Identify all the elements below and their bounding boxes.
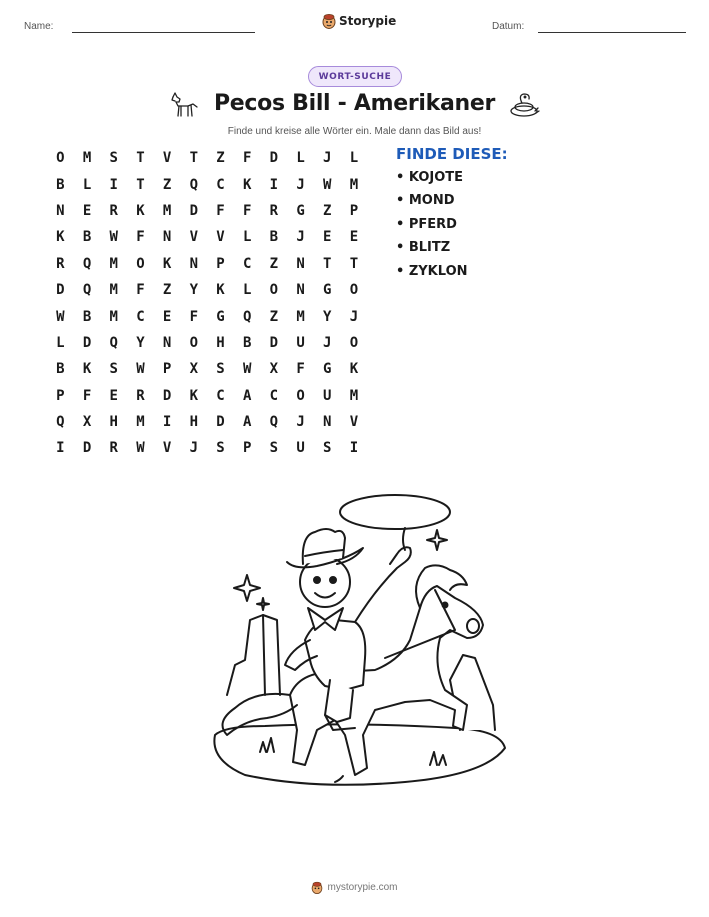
grid-row bbox=[47, 303, 367, 329]
brand-logo bbox=[322, 13, 396, 29]
grid-row bbox=[47, 277, 367, 303]
grid-cell[interactable]: U bbox=[296, 334, 305, 351]
cowboy-on-horse-illustration bbox=[205, 490, 510, 795]
grid-cell[interactable]: K bbox=[82, 361, 92, 378]
grid-cell[interactable]: E bbox=[162, 308, 172, 325]
grid-cell[interactable]: B bbox=[269, 229, 279, 246]
grid-cell[interactable]: C bbox=[269, 387, 279, 404]
grid-cell[interactable]: K bbox=[216, 282, 225, 299]
grid-cell[interactable]: L bbox=[56, 334, 65, 351]
grid-cell[interactable]: S bbox=[216, 440, 225, 457]
grid-cell[interactable]: D bbox=[82, 334, 92, 351]
grid-cell[interactable]: E bbox=[323, 229, 332, 246]
grid-cell[interactable]: C bbox=[216, 387, 225, 404]
grid-cell[interactable]: F bbox=[216, 202, 225, 219]
grid-cell[interactable]: M bbox=[296, 308, 305, 325]
grid-cell[interactable]: N bbox=[189, 255, 198, 272]
grid-cell[interactable]: H bbox=[216, 334, 225, 351]
grid-cell[interactable]: F bbox=[82, 387, 92, 404]
grid-cell[interactable]: Z bbox=[162, 282, 172, 299]
grid-cell[interactable]: Z bbox=[269, 308, 279, 325]
footer-url[interactable]: mystorypie.com bbox=[327, 882, 398, 893]
grid-cell[interactable]: X bbox=[269, 361, 279, 378]
grid-cell[interactable]: E bbox=[82, 202, 92, 219]
grid-cell[interactable]: R bbox=[109, 202, 118, 219]
grid-cell[interactable]: M bbox=[109, 282, 118, 299]
grid-row bbox=[47, 224, 367, 250]
grid-row bbox=[47, 145, 367, 171]
grid-cell[interactable]: Q bbox=[56, 414, 65, 431]
grid-cell[interactable]: O bbox=[56, 150, 65, 167]
grid-cell[interactable]: F bbox=[242, 202, 252, 219]
grid-cell[interactable]: H bbox=[189, 414, 198, 431]
grid-cell[interactable]: N bbox=[56, 202, 65, 219]
grid-cell[interactable]: K bbox=[349, 361, 359, 378]
grid-cell[interactable]: K bbox=[136, 202, 145, 219]
grid-cell[interactable]: N bbox=[296, 255, 305, 272]
grid-cell[interactable]: P bbox=[349, 202, 359, 219]
grid-cell[interactable]: N bbox=[162, 229, 172, 246]
grid-cell[interactable]: Z bbox=[162, 176, 172, 193]
grid-cell[interactable]: C bbox=[242, 255, 252, 272]
grid-cell[interactable]: D bbox=[189, 202, 198, 219]
grid-cell[interactable]: W bbox=[242, 361, 252, 378]
grid-cell[interactable]: Z bbox=[269, 255, 279, 272]
date-label: Datum: bbox=[492, 21, 525, 32]
grid-cell[interactable]: K bbox=[162, 255, 172, 272]
grid-row bbox=[47, 198, 367, 224]
grid-cell[interactable]: Q bbox=[269, 414, 279, 431]
grid-cell[interactable]: D bbox=[82, 440, 92, 457]
word-list-title: FINDE DIESE: bbox=[396, 145, 508, 163]
word-item: • PFERD bbox=[396, 216, 457, 232]
grid-cell[interactable]: K bbox=[189, 387, 198, 404]
grid-cell[interactable]: F bbox=[242, 150, 252, 167]
grid-cell[interactable]: O bbox=[349, 334, 359, 351]
grid-cell[interactable]: D bbox=[216, 414, 225, 431]
grid-cell[interactable]: Q bbox=[82, 282, 92, 299]
word-item: • KOJOTE bbox=[396, 170, 464, 185]
grid-cell[interactable]: V bbox=[189, 229, 198, 246]
grid-cell[interactable]: F bbox=[136, 282, 145, 299]
grid-cell[interactable]: V bbox=[349, 414, 359, 431]
grid-cell[interactable]: S bbox=[109, 361, 118, 378]
grid-cell[interactable]: F bbox=[189, 308, 198, 325]
rattlesnake-icon bbox=[508, 91, 540, 119]
grid-cell[interactable]: L bbox=[296, 150, 305, 167]
grid-row bbox=[47, 409, 367, 435]
grid-cell[interactable]: L bbox=[349, 150, 359, 167]
word-list bbox=[396, 170, 468, 287]
grid-cell[interactable]: B bbox=[242, 334, 252, 351]
grid-cell[interactable]: D bbox=[162, 387, 172, 404]
grid-cell[interactable]: J bbox=[349, 308, 359, 325]
grid-cell[interactable]: S bbox=[323, 440, 332, 457]
grid-cell[interactable]: J bbox=[296, 229, 305, 246]
grid-cell[interactable]: F bbox=[296, 361, 305, 378]
grid-cell[interactable]: S bbox=[216, 361, 225, 378]
grid-cell[interactable]: M bbox=[349, 176, 359, 193]
grid-cell[interactable]: D bbox=[269, 150, 279, 167]
grid-cell[interactable]: G bbox=[323, 282, 332, 299]
grid-cell[interactable]: M bbox=[349, 387, 359, 404]
grid-cell[interactable]: G bbox=[296, 202, 305, 219]
grid-row bbox=[47, 251, 367, 277]
grid-cell[interactable]: N bbox=[323, 414, 332, 431]
grid-cell[interactable]: P bbox=[242, 440, 252, 457]
grid-cell[interactable]: W bbox=[323, 176, 332, 193]
grid-cell[interactable]: T bbox=[323, 255, 332, 272]
grid-cell[interactable]: E bbox=[109, 387, 118, 404]
grid-cell[interactable]: H bbox=[109, 414, 118, 431]
grid-row bbox=[47, 330, 367, 356]
name-line[interactable] bbox=[72, 32, 255, 33]
grid-cell[interactable]: J bbox=[296, 176, 305, 193]
footer bbox=[0, 881, 709, 894]
grid-cell[interactable]: V bbox=[162, 150, 172, 167]
grid-cell[interactable]: Z bbox=[323, 202, 332, 219]
grid-cell[interactable]: I bbox=[162, 414, 172, 431]
grid-cell[interactable]: R bbox=[136, 387, 145, 404]
grid-cell[interactable]: L bbox=[242, 282, 252, 299]
worksheet-type-badge: WORT-SUCHE bbox=[308, 66, 402, 87]
grid-cell[interactable]: I bbox=[109, 176, 118, 193]
grid-cell[interactable]: N bbox=[162, 334, 172, 351]
grid-cell[interactable]: R bbox=[269, 202, 279, 219]
grid-cell[interactable]: Y bbox=[136, 334, 145, 351]
grid-cell[interactable]: M bbox=[162, 202, 172, 219]
grid-cell[interactable]: Z bbox=[216, 150, 225, 167]
grid-cell[interactable]: T bbox=[189, 150, 198, 167]
grid-cell[interactable]: B bbox=[56, 361, 65, 378]
instructions: Finde und kreise alle Wörter ein. Male dann das Bild aus! bbox=[227, 126, 482, 137]
name-label: Name: bbox=[24, 21, 54, 32]
grid-cell[interactable]: B bbox=[82, 308, 92, 325]
grid-cell[interactable]: Q bbox=[109, 334, 118, 351]
grid-cell[interactable]: P bbox=[56, 387, 65, 404]
grid-cell[interactable]: O bbox=[189, 334, 198, 351]
grid-cell[interactable]: Q bbox=[242, 308, 252, 325]
word-item: • ZYKLON bbox=[396, 263, 468, 279]
grid-cell[interactable]: A bbox=[242, 414, 252, 431]
grid-cell[interactable]: C bbox=[216, 176, 225, 193]
grid-row bbox=[47, 383, 367, 409]
grid-cell[interactable]: X bbox=[82, 414, 92, 431]
grid-cell[interactable]: B bbox=[82, 229, 92, 246]
grid-cell[interactable]: M bbox=[136, 414, 145, 431]
grid-cell[interactable]: M bbox=[82, 150, 92, 167]
grid-cell[interactable]: T bbox=[349, 255, 359, 272]
grid-cell[interactable]: J bbox=[323, 150, 332, 167]
grid-cell[interactable]: O bbox=[349, 282, 359, 299]
grid-cell[interactable]: R bbox=[56, 255, 65, 272]
grid-cell[interactable]: M bbox=[109, 255, 118, 272]
grid-cell[interactable]: F bbox=[136, 229, 145, 246]
word-item: • BLITZ bbox=[396, 240, 451, 256]
grid-cell[interactable]: B bbox=[56, 176, 65, 193]
grid-cell[interactable]: K bbox=[56, 229, 65, 246]
grid-cell[interactable]: S bbox=[109, 150, 118, 167]
grid-cell[interactable]: T bbox=[136, 150, 145, 167]
grid-cell[interactable]: M bbox=[109, 308, 118, 325]
date-line[interactable] bbox=[538, 32, 686, 33]
grid-cell[interactable]: V bbox=[162, 440, 172, 457]
grid-cell[interactable]: T bbox=[136, 176, 145, 193]
grid-cell[interactable]: N bbox=[296, 282, 305, 299]
grid-cell[interactable]: Y bbox=[189, 282, 198, 299]
word-search-grid[interactable] bbox=[47, 145, 367, 462]
grid-cell[interactable]: V bbox=[216, 229, 225, 246]
grid-row bbox=[47, 171, 367, 197]
grid-cell[interactable]: U bbox=[323, 387, 332, 404]
grid-cell[interactable]: Y bbox=[323, 308, 332, 325]
grid-cell[interactable]: I bbox=[269, 176, 279, 193]
storypie-mascot-icon bbox=[322, 13, 336, 29]
grid-row bbox=[47, 435, 367, 461]
grid-cell[interactable]: J bbox=[296, 414, 305, 431]
grid-cell[interactable]: D bbox=[269, 334, 279, 351]
grid-cell[interactable]: W bbox=[136, 440, 145, 457]
grid-cell[interactable]: K bbox=[242, 176, 252, 193]
storypie-mascot-icon bbox=[311, 881, 323, 894]
grid-cell[interactable]: P bbox=[216, 255, 225, 272]
grid-cell[interactable]: D bbox=[56, 282, 65, 299]
grid-cell[interactable]: X bbox=[189, 361, 198, 378]
grid-cell[interactable]: Q bbox=[82, 255, 92, 272]
page-title: Pecos Bill - Amerikaner bbox=[213, 91, 496, 116]
grid-cell[interactable]: Q bbox=[189, 176, 198, 193]
grid-cell[interactable]: W bbox=[109, 229, 118, 246]
grid-cell[interactable]: G bbox=[323, 361, 332, 378]
grid-cell[interactable]: W bbox=[136, 361, 145, 378]
grid-cell[interactable]: C bbox=[136, 308, 145, 325]
grid-cell[interactable]: O bbox=[296, 387, 305, 404]
grid-cell[interactable]: O bbox=[269, 282, 279, 299]
grid-cell[interactable]: O bbox=[136, 255, 145, 272]
grid-cell[interactable]: A bbox=[242, 387, 252, 404]
grid-cell[interactable]: W bbox=[56, 308, 65, 325]
grid-cell[interactable]: E bbox=[349, 229, 359, 246]
grid-cell[interactable]: I bbox=[349, 440, 359, 457]
grid-cell[interactable]: G bbox=[216, 308, 225, 325]
grid-cell[interactable]: J bbox=[189, 440, 198, 457]
grid-cell[interactable]: P bbox=[162, 361, 172, 378]
grid-cell[interactable]: I bbox=[56, 440, 65, 457]
grid-cell[interactable]: J bbox=[323, 334, 332, 351]
grid-row bbox=[47, 356, 367, 382]
word-item: • MOND bbox=[396, 193, 455, 209]
grid-cell[interactable]: U bbox=[296, 440, 305, 457]
brand-name: Storypie bbox=[339, 14, 397, 28]
grid-cell[interactable]: R bbox=[109, 440, 118, 457]
grid-cell[interactable]: L bbox=[82, 176, 92, 193]
grid-cell[interactable]: S bbox=[269, 440, 279, 457]
grid-cell[interactable]: L bbox=[242, 229, 252, 246]
